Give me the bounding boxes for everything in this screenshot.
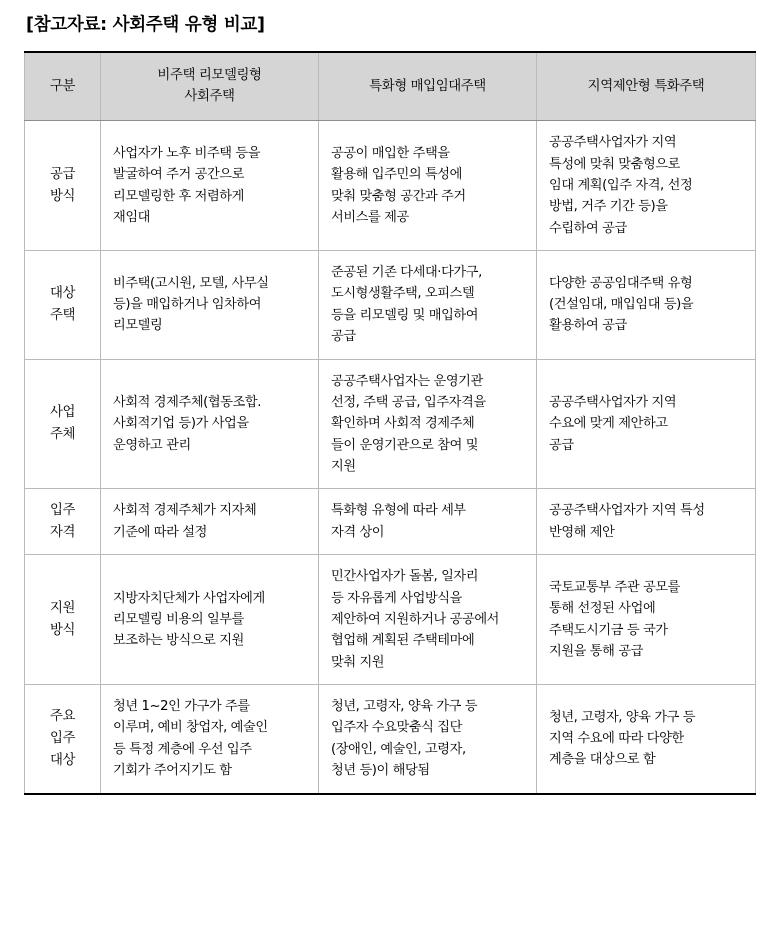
table-cell xyxy=(101,555,319,685)
table-cell xyxy=(319,359,537,489)
cell-line: 사회적 경제주체가 지자체 xyxy=(113,503,257,519)
cell-line: 공급 xyxy=(331,329,356,345)
table-header xyxy=(25,52,756,121)
cell-line: 서비스를 제공 xyxy=(331,209,409,225)
table-cell xyxy=(101,359,319,489)
cell-line: 도시형생활주택, 오피스텔 xyxy=(331,286,475,302)
cell-line: 협업해 계획된 주택테마에 xyxy=(331,633,475,649)
row-header-eligibility xyxy=(25,489,101,555)
row-header-line: 자격 xyxy=(49,524,76,540)
cell-line: 임대 계획(입주 자격, 선정 xyxy=(549,177,693,193)
row-header-supply-method xyxy=(25,121,101,251)
cell-line: 비주택(고시원, 모텔, 사무실 xyxy=(113,275,269,291)
cell-line: 확인하며 사회적 경제주체 xyxy=(331,416,475,432)
cell-line: 수립하여 공급 xyxy=(549,220,627,236)
table-cell xyxy=(537,685,756,794)
cell-line: 공공이 매입한 주택을 xyxy=(331,145,450,161)
cell-line: 리모델링 xyxy=(113,318,163,334)
cell-line: 청년, 고령자, 양육 가구 등 xyxy=(549,709,696,725)
row-header-line: 입주 xyxy=(49,730,76,746)
cell-line: 리모델링한 후 저렴하게 xyxy=(113,188,244,204)
comparison-table xyxy=(24,51,756,795)
cell-line: 보조하는 방식으로 지원 xyxy=(113,633,244,649)
table-cell xyxy=(537,121,756,251)
row-header-business-entity xyxy=(25,359,101,489)
cell-line: 지방자치단체가 사업자에게 xyxy=(113,590,265,606)
cell-line: 사업자가 노후 비주택 등을 xyxy=(113,145,261,161)
table-cell xyxy=(537,555,756,685)
table-cell xyxy=(319,121,537,251)
table-cell xyxy=(101,251,319,360)
cell-line: 수요에 맞게 제안하고 xyxy=(549,416,668,432)
row-header-line: 대상 xyxy=(49,286,76,302)
cell-line: 공급 xyxy=(549,437,574,453)
cell-line: 활용하여 공급 xyxy=(549,318,627,334)
cell-line: 주택도시기금 등 국가 xyxy=(549,622,668,638)
cell-line: 기회가 주어지기도 함 xyxy=(113,763,232,779)
table-cell xyxy=(319,251,537,360)
cell-line: 자격 상이 xyxy=(331,524,385,540)
cell-line: 방법, 거주 기간 등)을 xyxy=(549,199,668,215)
cell-line: 사회적기업 등)가 사업을 xyxy=(113,416,249,432)
column-header-line: 구분 xyxy=(49,78,76,94)
cell-line: 공공주택사업자가 지역 xyxy=(549,135,677,151)
cell-line: 청년 1~2인 가구가 주를 xyxy=(113,699,250,715)
row-header-line: 주택 xyxy=(49,307,76,323)
cell-line: 지원을 통해 공급 xyxy=(549,643,643,659)
cell-line: 발굴하여 주거 공간으로 xyxy=(113,167,244,183)
column-header-remodeling-social-housing xyxy=(101,52,319,121)
cell-line: 등을 리모델링 및 매입하여 xyxy=(331,307,479,323)
row-header-line: 대상 xyxy=(49,752,76,768)
cell-line: 특화형 유형에 따라 세부 xyxy=(331,503,466,519)
cell-line: 공공주택사업자가 지역 특성 xyxy=(549,503,705,519)
cell-line: 맞춰 지원 xyxy=(331,654,385,670)
row-header-line: 공급 xyxy=(49,166,76,182)
cell-line: 들이 운영기관으로 참여 및 xyxy=(331,437,479,453)
table-row xyxy=(25,359,756,489)
cell-line: (장애인, 예술인, 고령자, xyxy=(331,741,466,757)
cell-line: 국토교통부 주관 공모를 xyxy=(549,579,680,595)
table-cell xyxy=(537,251,756,360)
cell-line: (건설임대, 매입임대 등)을 xyxy=(549,297,694,313)
row-header-line: 지원 xyxy=(49,600,76,616)
cell-line: 리모델링 비용의 일부를 xyxy=(113,611,244,627)
cell-line: 맞춰 맞춤형 공간과 주거 xyxy=(331,188,466,204)
cell-line: 특성에 맞춰 맞춤형으로 xyxy=(549,156,680,172)
cell-line: 재임대 xyxy=(113,209,151,225)
table-cell xyxy=(101,121,319,251)
cell-line: 공공주택사업자는 운영기관 xyxy=(331,373,483,389)
table-cell xyxy=(101,489,319,555)
table-row xyxy=(25,121,756,251)
row-header-line: 방식 xyxy=(49,188,76,204)
column-header-line: 지역제안형 특화주택 xyxy=(587,78,705,94)
table-row xyxy=(25,251,756,360)
cell-line: 청년, 고령자, 양육 가구 등 xyxy=(331,699,478,715)
table-row xyxy=(25,685,756,794)
column-header-line: 사회주택 xyxy=(184,89,235,105)
table-cell xyxy=(537,359,756,489)
cell-line: 지원 xyxy=(331,459,356,475)
cell-line: 지역 수요에 따라 다양한 xyxy=(549,731,684,747)
table-body xyxy=(25,121,756,794)
cell-line: 기준에 따라 설정 xyxy=(113,524,207,540)
table-row xyxy=(25,489,756,555)
cell-line: 제안하여 지원하거나 공공에서 xyxy=(331,611,499,627)
cell-line: 활용해 입주민의 특성에 xyxy=(331,167,462,183)
row-header-line: 사업 xyxy=(49,405,76,421)
cell-line: 입주자 수요맞춤식 집단 xyxy=(331,720,462,736)
cell-line: 사회적 경제주체(협동조합. xyxy=(113,394,262,410)
table-cell xyxy=(537,489,756,555)
cell-line: 이루며, 예비 창업자, 예술인 xyxy=(113,720,268,736)
row-header-line: 입주 xyxy=(49,503,76,519)
row-header-line: 주체 xyxy=(49,426,76,442)
cell-line: 선정, 주택 공급, 입주자격을 xyxy=(331,394,486,410)
page-title: [참고자료: 사회주택 유형 비교] xyxy=(26,15,265,35)
cell-line: 준공된 기존 다세대·다가구, xyxy=(331,265,482,281)
cell-line: 등)을 매입하거나 임차하여 xyxy=(113,297,262,313)
cell-line: 운영하고 관리 xyxy=(113,437,191,453)
column-header-line: 비주택 리모델링형 xyxy=(157,67,262,83)
column-header-category xyxy=(25,52,101,121)
column-header-specialized-purchase-rental xyxy=(319,52,537,121)
table-cell xyxy=(319,489,537,555)
cell-line: 다양한 공공임대주택 유형 xyxy=(549,275,693,291)
table-cell xyxy=(319,685,537,794)
column-header-regional-proposal-housing xyxy=(537,52,756,121)
cell-line: 민간사업자가 돌봄, 일자리 xyxy=(331,569,479,585)
cell-line: 반영해 제안 xyxy=(549,524,615,540)
cell-line: 공공주택사업자가 지역 xyxy=(549,394,677,410)
row-header-line: 방식 xyxy=(49,622,76,638)
table-cell xyxy=(319,555,537,685)
row-header-line: 주요 xyxy=(49,709,76,725)
table-cell xyxy=(101,685,319,794)
cell-line: 등 자유롭게 사업방식을 xyxy=(331,590,462,606)
cell-line: 등 특정 계층에 우선 입주 xyxy=(113,741,252,757)
row-header-support-method xyxy=(25,555,101,685)
cell-line: 통해 선정된 사업에 xyxy=(549,601,656,617)
table-header-row xyxy=(25,52,756,121)
table-row xyxy=(25,555,756,685)
column-header-line: 특화형 매입임대주택 xyxy=(369,78,486,94)
cell-line: 청년 등)이 해당됨 xyxy=(331,763,430,779)
row-header-target-housing xyxy=(25,251,101,360)
row-header-main-target-residents xyxy=(25,685,101,794)
cell-line: 계층을 대상으로 함 xyxy=(549,752,656,768)
